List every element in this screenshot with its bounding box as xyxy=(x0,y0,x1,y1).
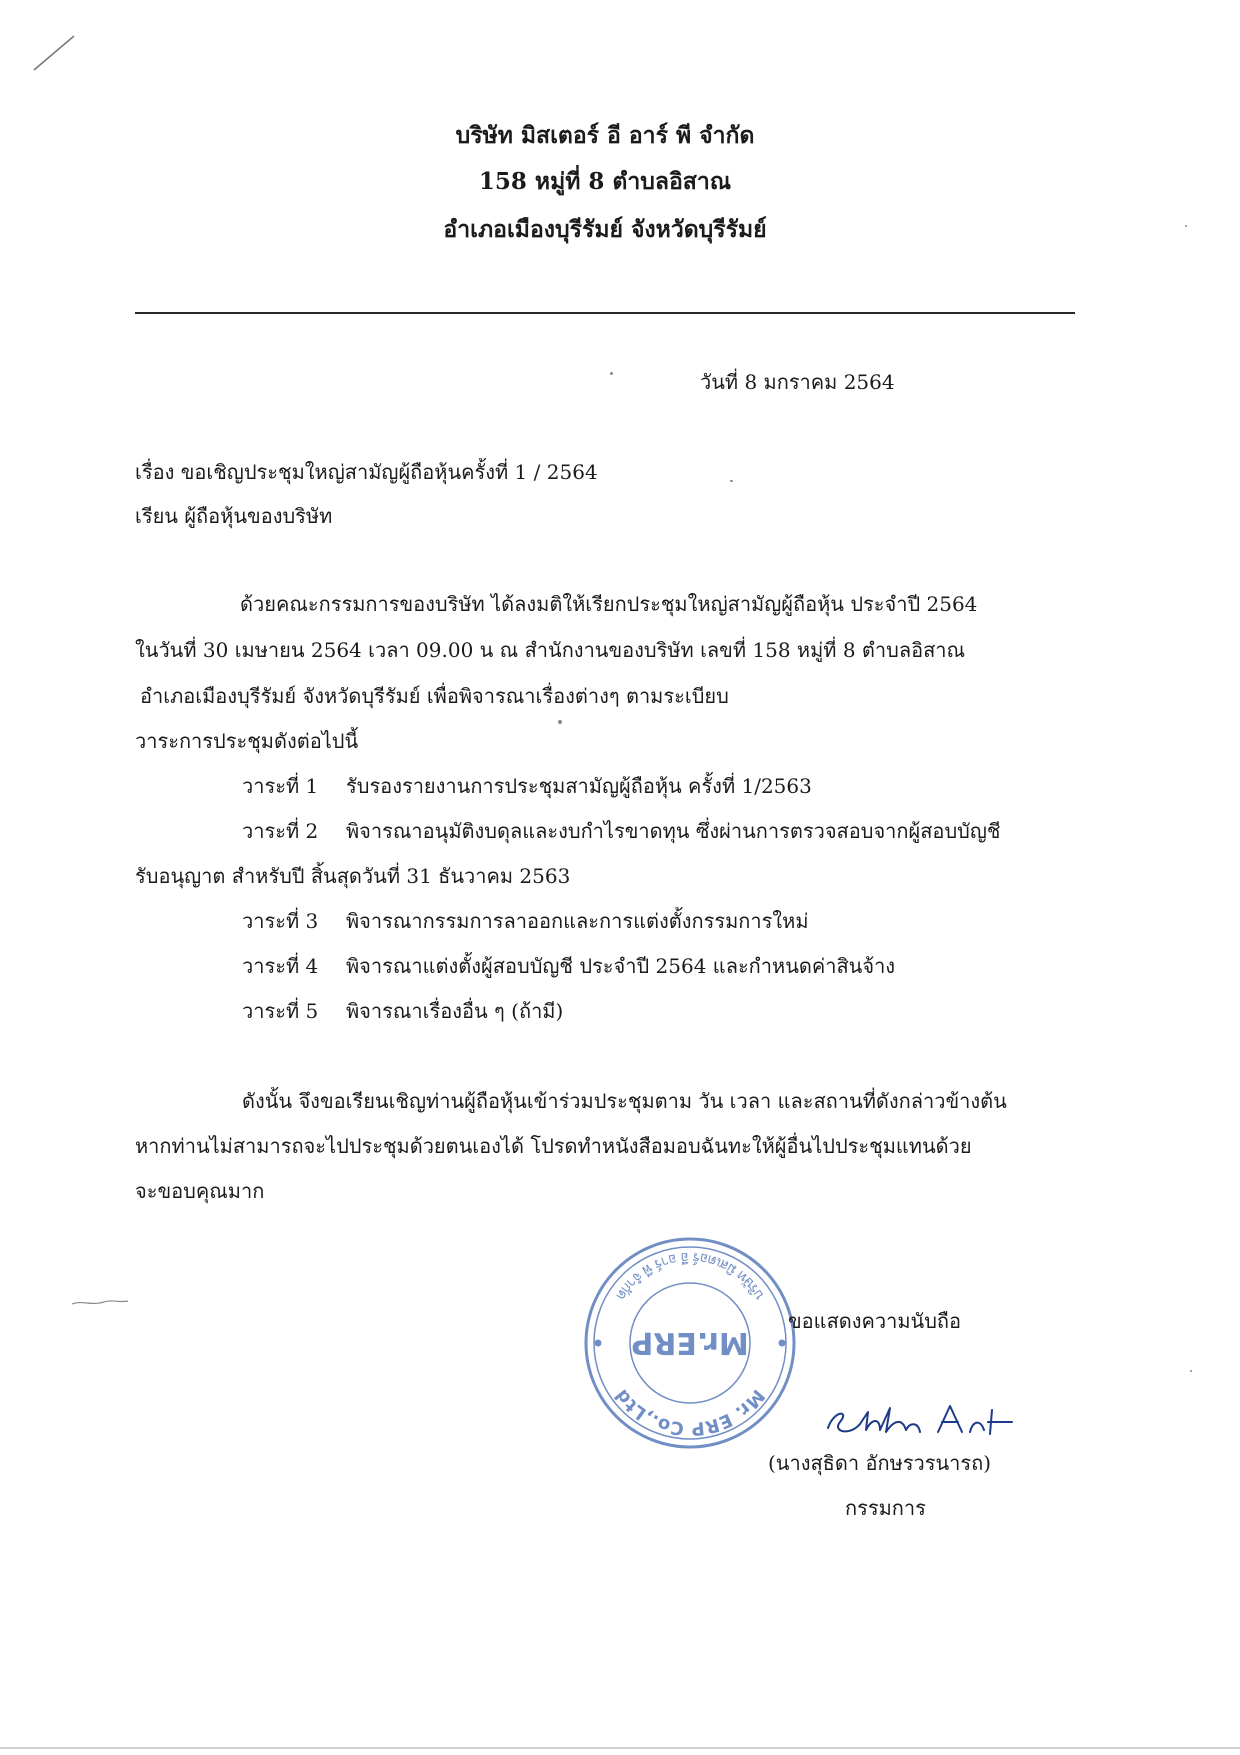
header-divider xyxy=(135,312,1075,314)
svg-text:บริษัท มิสเตอร์ อี อาร์ พี จำก: บริษัท มิสเตอร์ อี อาร์ พี จำกัด xyxy=(612,1248,768,1303)
agenda-label: วาระที่ 3 xyxy=(242,909,319,933)
agenda-text-continued: รับอนุญาต สำหรับปี สิ้นสุดวันที่ 31 ธันวาคม 2563 xyxy=(135,864,571,888)
letter-date: วันที่ 8 มกราคม 2564 xyxy=(700,370,895,394)
body-line-1: ด้วยคณะกรรมการของบริษัท ได้ลงมติให้เรียกประชุมใหญ่สามัญผู้ถือหุ้น ประจำปี 2564 xyxy=(240,592,978,616)
agenda-text: รับรองรายงานการประชุมสามัญผู้ถือหุ้น ครั้งที่ 1/2563 xyxy=(346,774,812,798)
agenda-text: พิจารณาแต่งตั้งผู้สอบบัญชี ประจำปี 2564 และกำหนดค่าสินจ้าง xyxy=(346,954,896,978)
signatory-name: (นางสุธิดา อักษรวรนารถ) xyxy=(768,1451,992,1475)
scan-speck xyxy=(610,372,613,375)
signatory-position: กรรมการ xyxy=(845,1496,926,1520)
agenda-label: วาระที่ 2 xyxy=(242,819,319,843)
agenda-text: พิจารณาเรื่องอื่น ๆ (ถ้ามี) xyxy=(346,999,564,1023)
letter-recipient: เรียน ผู้ถือหุ้นของบริษัท xyxy=(135,504,333,528)
letter-subject: เรื่อง ขอเชิญประชุมใหญ่สามัญผู้ถือหุ้นครั้งที่ 1 / 2564 xyxy=(135,460,598,484)
closing-line-1: ดังนั้น จึงขอเรียนเชิญท่านผู้ถือหุ้นเข้าร่วมประชุมตาม วัน เวลา และสถานที่ดังกล่าวข้างต้น xyxy=(242,1089,1007,1113)
svg-text:Mr. ERP Co.,Ltd: Mr. ERP Co.,Ltd xyxy=(611,1385,769,1440)
svg-text:Mr.ERP: Mr.ERP xyxy=(631,1325,749,1360)
scan-speck xyxy=(558,720,562,724)
pen-stroke-mark xyxy=(30,30,80,80)
agenda-label: วาระที่ 5 xyxy=(242,999,319,1023)
regards-text: ขอแสดงความนับถือ xyxy=(788,1309,962,1333)
handwritten-signature xyxy=(820,1388,1020,1448)
closing-line-3: จะขอบคุณมาก xyxy=(135,1179,265,1203)
company-address-line1: 158 หมู่ที่ 8 ตำบลอิสาณ xyxy=(478,168,732,195)
scan-speck xyxy=(1190,1370,1192,1372)
scan-speck xyxy=(1185,225,1187,227)
scan-smudge xyxy=(70,1296,130,1308)
body-line-2: ในวันที่ 30 เมษายน 2564 เวลา 09.00 น ณ สำนักงานของบริษัท เลขที่ 158 หมู่ที่ 8 ตำบลอิสาณ xyxy=(135,638,966,662)
agenda-label: วาระที่ 1 xyxy=(242,774,319,798)
scan-speck xyxy=(730,480,733,482)
body-line-3: อำเภอเมืองบุรีรัมย์ จังหวัดบุรีรัมย์ เพื่อพิจารณาเรื่องต่างๆ ตามระเบียบ xyxy=(140,684,729,708)
body-line-4: วาระการประชุมดังต่อไปนี้ xyxy=(135,729,359,753)
closing-line-2: หากท่านไม่สามารถจะไปประชุมด้วยตนเองได้ โปรดทำหนังสือมอบฉันทะให้ผู้อื่นไปประชุมแทนด้วย xyxy=(135,1134,972,1158)
agenda-text: พิจารณากรรมการลาออกและการแต่งตั้งกรรมการใหม่ xyxy=(346,909,809,933)
company-name: บริษัท มิสเตอร์ อี อาร์ พี จำกัด xyxy=(455,122,755,149)
company-address-line2: อำเภอเมืองบุรีรัมย์ จังหวัดบุรีรัมย์ xyxy=(443,216,767,243)
scan-bottom-edge xyxy=(0,1747,1240,1749)
agenda-text: พิจารณาอนุมัติงบดุลและงบกำไรขาดทุน ซึ่งผ่านการตรวจสอบจากผู้สอบบัญชี xyxy=(346,819,1001,843)
agenda-label: วาระที่ 4 xyxy=(242,954,319,978)
company-seal xyxy=(580,1233,800,1453)
